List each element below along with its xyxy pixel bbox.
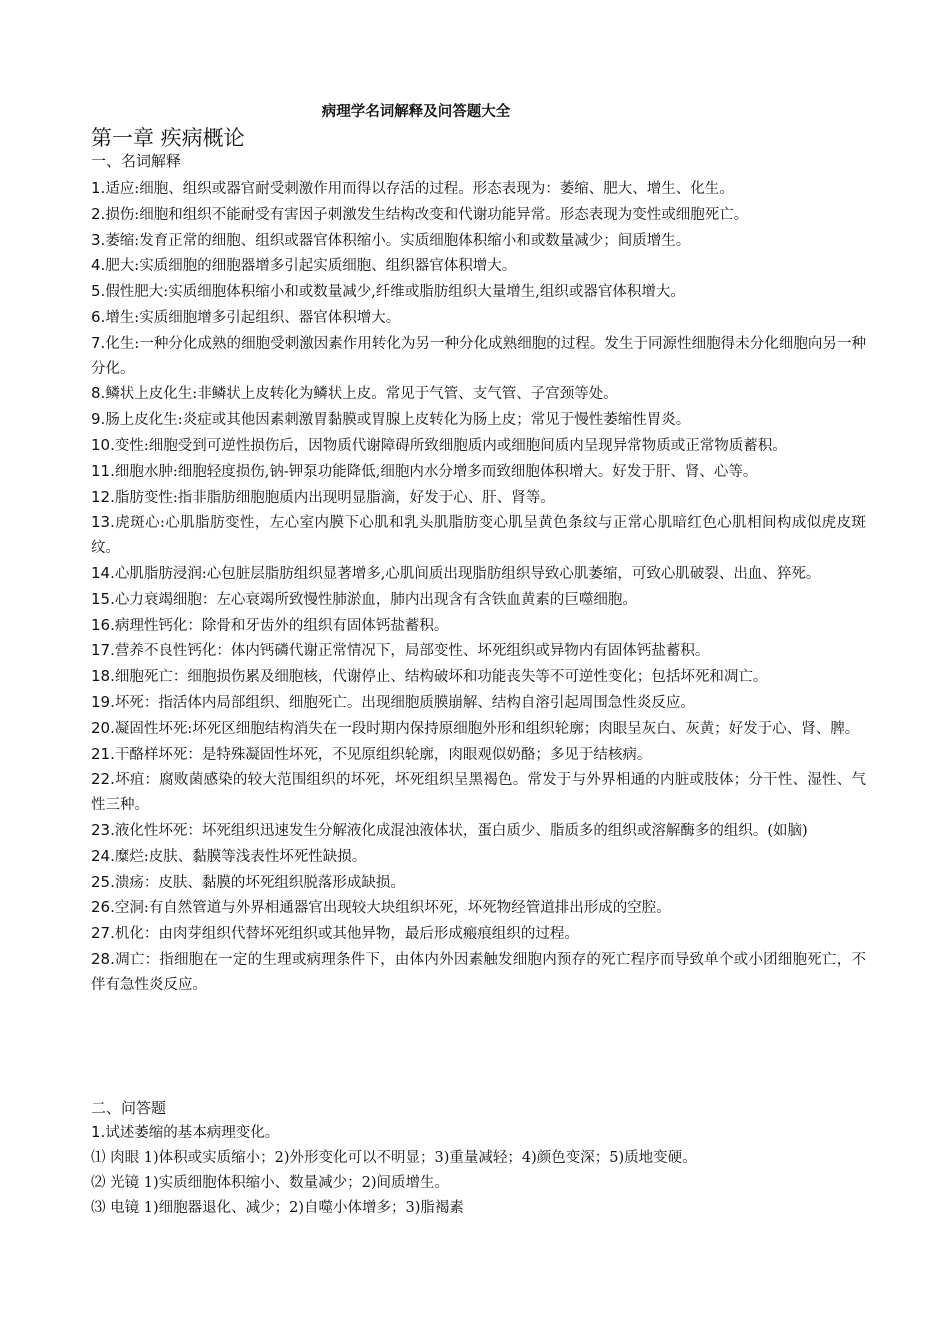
answer-line: ⑶ 电镜 1)细胞器退化、减少；2)自噬小体增多；3)脂褐素 bbox=[91, 1200, 464, 1216]
document-title: 病理学名词解释及问答题大全 bbox=[321, 103, 511, 120]
term-number: 24. bbox=[91, 846, 115, 865]
term-number: 3. bbox=[91, 230, 106, 249]
term-text: 鳞状上皮化生:非鳞状上皮转化为鳞状上皮。常见于气管、支气管、子宫颈等处。 bbox=[105, 386, 618, 403]
section-heading-terms: 一、名词解释 bbox=[91, 152, 182, 170]
term-text: 病理性钙化：除骨和牙齿外的组织有固体钙盐蓄积。 bbox=[114, 617, 449, 634]
term-text: 心力衰竭细胞：左心衰竭所致慢性肺淤血，肺内出现含有含铁血黄素的巨噬细胞。 bbox=[114, 591, 637, 608]
term-entry bbox=[91, 176, 866, 202]
term-entry bbox=[91, 870, 866, 896]
term-entry bbox=[91, 561, 866, 587]
term-text: 空洞:有自然管道与外界相通器官出现较大块组织坏死，坏死物经管道排出形成的空腔。 bbox=[114, 900, 671, 917]
term-text: 化生:一种分化成熟的细胞受刺激因素作用转化为另一种分化成熟细胞的过程。发生于同源性细胞得未分化细胞向另一种分化。 bbox=[91, 335, 866, 377]
term-entry bbox=[91, 305, 866, 331]
term-text: 机化：由肉芽组织代替坏死组织或其他异物，最后形成瘢痕组织的过程。 bbox=[114, 926, 579, 943]
term-list bbox=[91, 176, 866, 998]
term-number: 20. bbox=[91, 718, 115, 737]
term-text: 心肌脂肪浸润:心包脏层脂肪组织显著增多,心肌间质出现脂肪组织导致心肌萎缩，可致心肌破裂、出血、猝死。 bbox=[114, 565, 821, 582]
term-entry bbox=[91, 202, 866, 228]
term-entry bbox=[91, 844, 866, 870]
term-text: 损伤:细胞和组织不能耐受有害因子刺激发生结构改变和代谢功能异常。形态表现为变性或细胞死亡。 bbox=[105, 206, 749, 223]
term-number: 1. bbox=[91, 179, 106, 197]
question-text: 试述萎缩的基本病理变化。 bbox=[105, 1125, 280, 1141]
term-number: 16. bbox=[91, 615, 115, 634]
chapter-heading: 第一章 疾病概论 bbox=[91, 126, 245, 150]
term-number: 27. bbox=[91, 924, 115, 943]
term-text: 适应:细胞、组织或器官耐受刺激作用而得以存活的过程。形态表现为：萎缩、肥大、增生、化生。 bbox=[105, 181, 734, 197]
term-entry bbox=[91, 690, 866, 716]
term-entry bbox=[91, 381, 866, 407]
term-entry bbox=[91, 638, 866, 664]
term-text: 坏疽：腐败菌感染的较大范围组织的坏死，坏死组织呈黑褐色。常发于与外界相通的内脏或肢体；分干性、湿性、气性三种。 bbox=[91, 772, 866, 814]
term-entry bbox=[91, 253, 866, 279]
term-number: 8. bbox=[91, 384, 106, 403]
term-number: 15. bbox=[91, 589, 115, 608]
term-entry bbox=[91, 331, 866, 382]
term-number: 9. bbox=[91, 410, 106, 429]
term-entry bbox=[91, 407, 866, 433]
term-text: 坏死：指活体内局部组织、细胞死亡。出现细胞质膜崩解、结构自溶引起周围急性炎反应。 bbox=[114, 694, 695, 711]
term-entry bbox=[91, 485, 866, 511]
term-number: 26. bbox=[91, 898, 115, 917]
term-number: 10. bbox=[91, 435, 115, 454]
term-number: 4. bbox=[91, 256, 106, 275]
term-entry bbox=[91, 587, 866, 613]
term-entry bbox=[91, 818, 866, 844]
term-number: 19. bbox=[91, 692, 115, 711]
section-heading-qa: 二、问答题 bbox=[91, 1099, 167, 1117]
term-number: 13. bbox=[91, 513, 115, 532]
term-text: 干酪样坏死：是特殊凝固性坏死，不见原组织轮廓，肉眼观似奶酪；多见于结核病。 bbox=[114, 746, 652, 763]
term-entry bbox=[91, 228, 866, 254]
term-text: 肥大:实质细胞的细胞器增多引起实质细胞、组织器官体积增大。 bbox=[105, 258, 517, 275]
term-entry bbox=[91, 433, 866, 459]
term-text: 糜烂:皮肤、黏膜等浅表性坏死性缺损。 bbox=[114, 848, 367, 865]
term-text: 细胞死亡：细胞损伤累及细胞核，代谢停止、结构破坏和功能丧失等不可逆性变化；包括坏死和凋亡。 bbox=[114, 669, 768, 686]
term-text: 增生:实质细胞增多引起组织、器官体积增大。 bbox=[105, 309, 401, 326]
answer-line: ⑴ 肉眼 1)体积或实质缩小；2)外形变化可以不明显；3)重量减轻；4)颜色变深；5)质地变硬。 bbox=[91, 1150, 697, 1166]
term-number: 5. bbox=[91, 282, 106, 301]
term-entry bbox=[91, 279, 866, 305]
term-number: 6. bbox=[91, 307, 106, 326]
term-text: 液化性坏死：坏死组织迅速发生分解液化成混浊液体状，蛋白质少、脂质多的组织或溶解酶多的组织。(如脑) bbox=[114, 822, 808, 839]
term-entry bbox=[91, 716, 866, 742]
answer-line: ⑵ 光镜 1)实质细胞体积缩小、数量减少；2)间质增生。 bbox=[91, 1175, 449, 1191]
term-number: 17. bbox=[91, 641, 115, 660]
term-text: 脂肪变性:指非脂肪细胞胞质内出现明显脂滴，好发于心、肝、肾等。 bbox=[114, 489, 555, 506]
term-entry bbox=[91, 921, 866, 947]
term-text: 凝固性坏死:坏死区细胞结构消失在一段时期内保持原细胞外形和组织轮廓；肉眼呈灰白、灰黄；好发于心、肾、脾。 bbox=[114, 720, 860, 737]
term-number: 2. bbox=[91, 204, 106, 223]
term-number: 14. bbox=[91, 563, 115, 582]
qa-block bbox=[91, 1096, 866, 1221]
term-entry bbox=[91, 459, 866, 485]
term-text: 溃疡：皮肤、黏膜的坏死组织脱落形成缺损。 bbox=[114, 874, 405, 891]
term-entry bbox=[91, 895, 866, 921]
term-text: 营养不良性钙化：体内钙磷代谢正常情况下，局部变性、坏死组织或异物内有固体钙盐蓄积。 bbox=[114, 643, 710, 660]
term-number: 21. bbox=[91, 744, 115, 763]
term-number: 23. bbox=[91, 820, 115, 839]
term-text: 虎斑心:心肌脂肪变性，左心室内膜下心肌和乳头肌脂肪变心肌呈黄色条纹与正常心肌暗红色心肌相间构成似虎皮斑纹。 bbox=[91, 515, 866, 557]
term-text: 假性肥大:实质细胞体积缩小和或数量减少,纤维或脂肪组织大量增生,组织或器官体积增大。 bbox=[105, 284, 685, 301]
term-number: 7. bbox=[91, 333, 106, 352]
term-number: 12. bbox=[91, 487, 115, 506]
question-number: 1. bbox=[91, 1123, 106, 1141]
term-text: 变性:细胞受到可逆性损伤后，因物质代谢障碍所致细胞质内或细胞间质内呈现异常物质或正常物质蓄积。 bbox=[114, 437, 787, 454]
term-number: 18. bbox=[91, 667, 115, 686]
term-entry bbox=[91, 742, 866, 768]
term-text: 凋亡：指细胞在一定的生理或病理条件下，由体内外因素触发细胞内预存的死亡程序而导致单个或小团细胞死亡，不伴有急性炎反应。 bbox=[91, 951, 866, 993]
term-text: 细胞水肿:细胞轻度损伤,钠-钾泵功能降低,细胞内水分增多而致细胞体积增大。好发于肝、肾、心等。 bbox=[114, 463, 758, 480]
question-item bbox=[91, 1120, 866, 1146]
term-entry bbox=[91, 613, 866, 639]
term-entry bbox=[91, 664, 866, 690]
term-entry bbox=[91, 947, 866, 998]
term-text: 肠上皮化生:炎症或其他因素刺激胃黏膜或胃腺上皮转化为肠上皮；常见于慢性萎缩性胃炎。 bbox=[105, 412, 691, 429]
term-number: 28. bbox=[91, 949, 115, 968]
term-number: 22. bbox=[91, 770, 115, 789]
term-number: 11. bbox=[91, 461, 115, 480]
term-entry bbox=[91, 767, 866, 818]
term-number: 25. bbox=[91, 872, 115, 891]
term-entry bbox=[91, 510, 866, 561]
term-text: 萎缩:发育正常的细胞、组织或器官体积缩小。实质细胞体积缩小和或数量减少；间质增生。 bbox=[105, 232, 691, 249]
